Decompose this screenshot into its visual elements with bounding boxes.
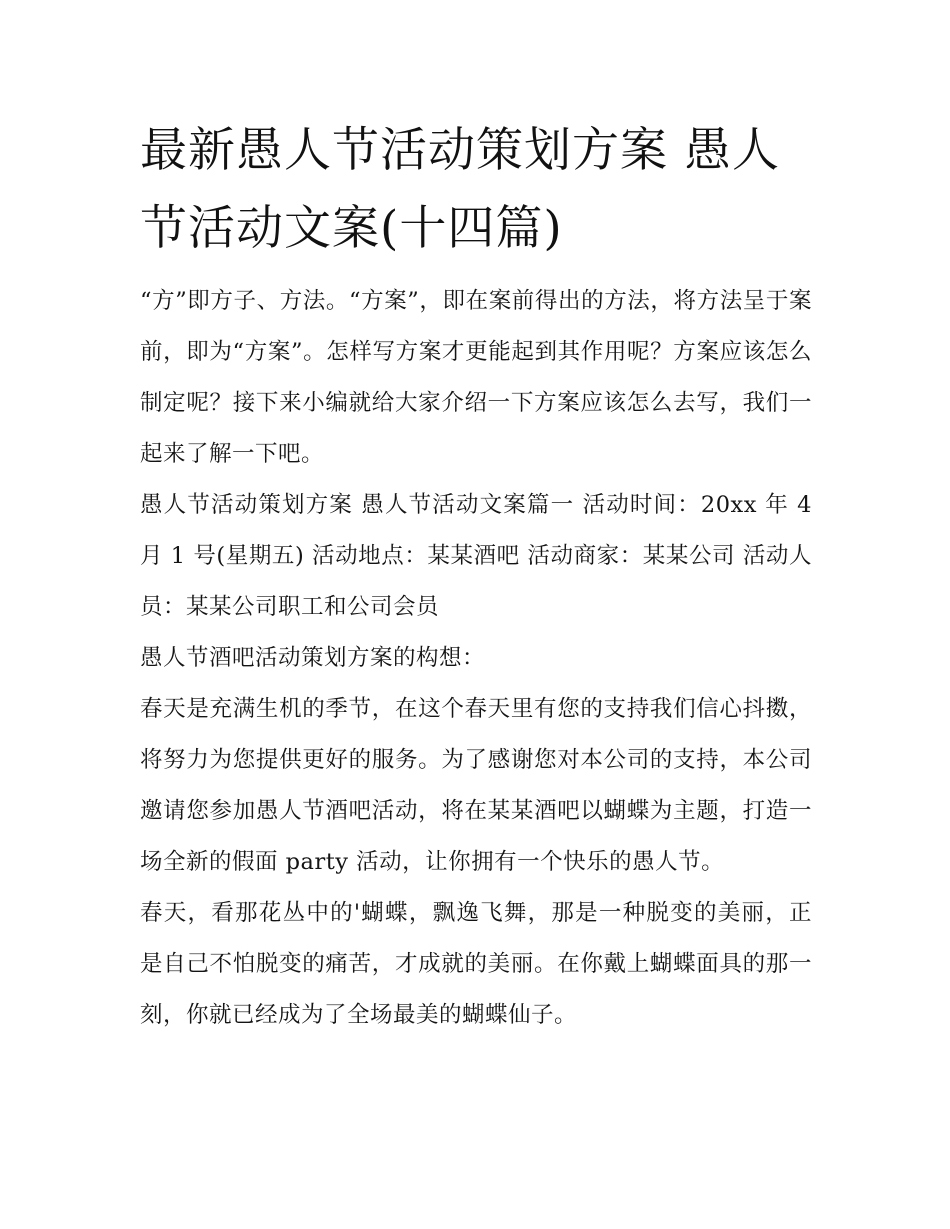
intro-paragraph: “方”即方子、方法。“方案”，即在案前得出的方法，将方法呈于案前，即为“方案”。怎样写方案才更能起到其作用呢？方案应该怎么制定呢？接下来小编就给大家介绍一下方案应该怎么去写，我们一起来了解一下吧。 <box>140 288 812 467</box>
spring-invitation-paragraph: 春天是充满生机的季节，在这个春天里有您的支持我们信心抖擞，将努力为您提供更好的服务。为了感谢您对本公司的支持，本公司邀请您参加愚人节酒吧活动，将在某某酒吧以蝴蝶为主题，打造一场全新的假面 party 活动，让你拥有一个快乐的愚人节。 <box>140 696 812 875</box>
butterfly-paragraph: 春天，看那花丛中的'蝴蝶，飘逸飞舞，那是一种脱变的美丽，正是自己不怕脱变的痛苦，才成就的美丽。在你戴上蝴蝶面具的那一刻，你就已经成为了全场最美的蝴蝶仙子。 <box>140 900 812 1028</box>
concept-heading-paragraph: 愚人节酒吧活动策划方案的构想： <box>140 645 486 671</box>
document-title: 最新愚人节活动策划方案 愚人节活动文案(十四篇) <box>140 123 780 256</box>
document-body <box>140 276 812 1041</box>
activity-info-paragraph: 愚人节活动策划方案 愚人节活动文案篇一 活动时间：20xx 年 4 月 1 号(星期五) 活动地点：某某酒吧 活动商家：某某公司 活动人员：某某公司职工和公司会员 <box>140 492 812 620</box>
